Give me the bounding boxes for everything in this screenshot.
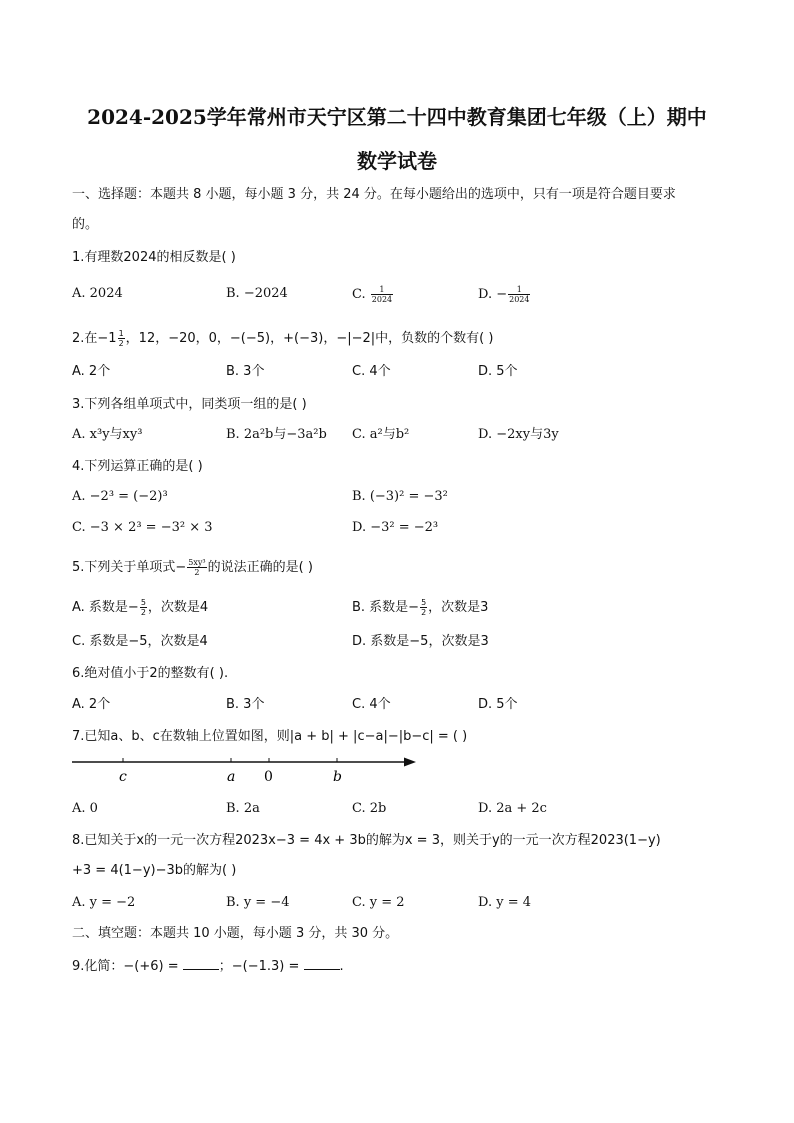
fraction-denominator: 2	[140, 608, 146, 617]
q3-options	[72, 426, 732, 444]
q3-option-a: A. x³y与xy³	[72, 427, 143, 442]
q8-option-a: A. y = −2	[72, 895, 136, 910]
fraction-denominator: 2	[194, 568, 200, 577]
q8-stem: 8.已知关于x的一元一次方程2023x−3 = 4x + 3b的解为x = 3，则关于y的一元一次方程2023(1−y)	[72, 833, 661, 848]
q2-stem-end: ，12，−20，0，−(−5)，+(−3)，−|−2|中，负数的个数有( )	[125, 331, 494, 346]
fraction-denominator: 2	[421, 608, 427, 617]
label-a: a	[227, 769, 236, 785]
q5-stem-end: 的说法正确的是( )	[207, 560, 313, 575]
q4-options-row1	[72, 488, 732, 506]
q1-option-c-fraction	[371, 285, 393, 304]
q9-part1: 9.化简：−(+6) =	[72, 959, 183, 974]
axis-arrow-icon	[404, 758, 416, 767]
q5-options-row2	[72, 633, 732, 651]
q4-option-c: C. −3 × 2³ = −3² × 3	[72, 520, 213, 535]
fraction-numerator: 5xy³	[188, 558, 206, 567]
q5-option-b-fraction	[420, 598, 427, 617]
q8-option-d: D. y = 4	[478, 895, 531, 910]
q7-options	[72, 800, 732, 818]
fraction-numerator: 5	[140, 598, 146, 607]
label-b: b	[333, 769, 342, 785]
q5-stem-fraction	[187, 558, 206, 577]
q8-stem-cont: +3 = 4(1−y)−3b的解为( )	[72, 863, 237, 878]
q5-option-a-post: ，次数是4	[147, 600, 209, 615]
q7-number-line	[70, 748, 420, 788]
q1-stem: 1.有理数2024的相反数是( )	[72, 250, 236, 265]
q5-options-row1	[72, 598, 732, 616]
exam-subtitle: 数学试卷	[357, 149, 437, 173]
q7-option-d: D. 2a + 2c	[478, 801, 547, 816]
q6-options	[72, 696, 732, 714]
exam-title: 2024-2025学年常州市天宁区第二十四中教育集团七年级（上）期中	[87, 105, 707, 129]
q5-option-c: C. 系数是−5，次数是4	[72, 634, 208, 649]
q5-option-b-post: ，次数是3	[428, 600, 489, 615]
q4-option-b: B. (−3)² = −3²	[352, 489, 448, 504]
label-c: c	[119, 769, 127, 785]
q5-option-b	[352, 598, 488, 617]
fraction-numerator: 5	[421, 598, 427, 607]
q2-option-d: D. 5个	[478, 364, 518, 379]
q2-stem-start: 2.在−1	[72, 331, 117, 346]
q4-options-row2	[72, 519, 732, 537]
section1-instructions: 一、选择题：本题共 8 小题，每小题 3 分，共 24 分。在每小题给出的选项中，只有一项是符合题目要求	[72, 187, 676, 202]
q1-option-a: A. 2024	[72, 286, 123, 301]
q2-option-b: B. 3个	[226, 364, 265, 379]
q1-option-c	[352, 285, 394, 304]
q9-stem	[72, 957, 732, 976]
q8-option-b: B. y = −4	[226, 895, 290, 910]
q5-option-a	[72, 598, 208, 617]
q2-stem-fraction	[118, 329, 125, 348]
q9-answer-blank-2[interactable]	[304, 957, 340, 970]
q7-option-c: C. 2b	[352, 801, 387, 816]
fraction-denominator: 2	[118, 339, 124, 348]
q5-option-d: D. 系数是−5，次数是3	[352, 634, 489, 649]
q6-option-c: C. 4个	[352, 697, 391, 712]
q5-stem	[72, 558, 732, 577]
q4-option-d: D. −3² = −2³	[352, 520, 439, 535]
section1-instructions-cont: 的。	[72, 217, 99, 232]
q5-option-a-fraction	[140, 598, 147, 617]
q1-option-c-label: C.	[352, 287, 366, 302]
q8-option-c: C. y = 2	[352, 895, 405, 910]
fraction-denominator: 2024	[371, 295, 393, 304]
q6-option-d: D. 5个	[478, 697, 518, 712]
q2-option-a: A. 2个	[72, 364, 111, 379]
q6-option-a: A. 2个	[72, 697, 111, 712]
q5-option-b-pre: B. 系数是−	[352, 600, 420, 615]
q1-option-b: B. −2024	[226, 286, 288, 301]
fraction-numerator: 1	[508, 285, 530, 295]
q1-option-d	[478, 285, 531, 304]
q2-stem	[72, 329, 732, 348]
q3-option-c: C. a²与b²	[352, 427, 410, 442]
q2-option-c: C. 4个	[352, 364, 391, 379]
q3-option-d: D. −2xy与3y	[478, 427, 559, 442]
q9-end: .	[339, 959, 344, 974]
q1-options	[72, 285, 732, 303]
q7-stem: 7.已知a、b、c在数轴上位置如图，则|a + b| + |c−a|−|b−c| = ( )	[72, 729, 468, 744]
q1-option-d-label: D. −	[478, 287, 508, 302]
q6-option-b: B. 3个	[226, 697, 265, 712]
q2-options	[72, 363, 732, 381]
q8-options	[72, 894, 732, 912]
q4-option-a: A. −2³ = (−2)³	[72, 489, 168, 504]
label-zero: 0	[264, 769, 273, 785]
q9-answer-blank-1[interactable]	[183, 957, 219, 970]
q9-separator: ；−(−1.3) =	[218, 959, 304, 974]
fraction-denominator: 2024	[509, 295, 530, 304]
q4-stem: 4.下列运算正确的是( )	[72, 459, 203, 474]
section2-instructions: 二、填空题：本题共 10 小题，每小题 3 分，共 30 分。	[72, 926, 399, 941]
q5-stem-start: 5.下列关于单项式−	[72, 560, 187, 575]
q1-option-d-fraction	[508, 285, 530, 304]
q7-option-b: B. 2a	[226, 801, 260, 816]
q6-stem: 6.绝对值小于2的整数有( ).	[72, 666, 229, 681]
fraction-numerator: 1	[371, 285, 393, 295]
q5-option-a-pre: A. 系数是−	[72, 600, 139, 615]
q3-stem: 3.下列各组单项式中，同类项一组的是( )	[72, 397, 307, 412]
q3-option-b: B. 2a²b与−3a²b	[226, 427, 327, 442]
q7-option-a: A. 0	[72, 801, 98, 816]
fraction-numerator: 1	[118, 329, 124, 338]
